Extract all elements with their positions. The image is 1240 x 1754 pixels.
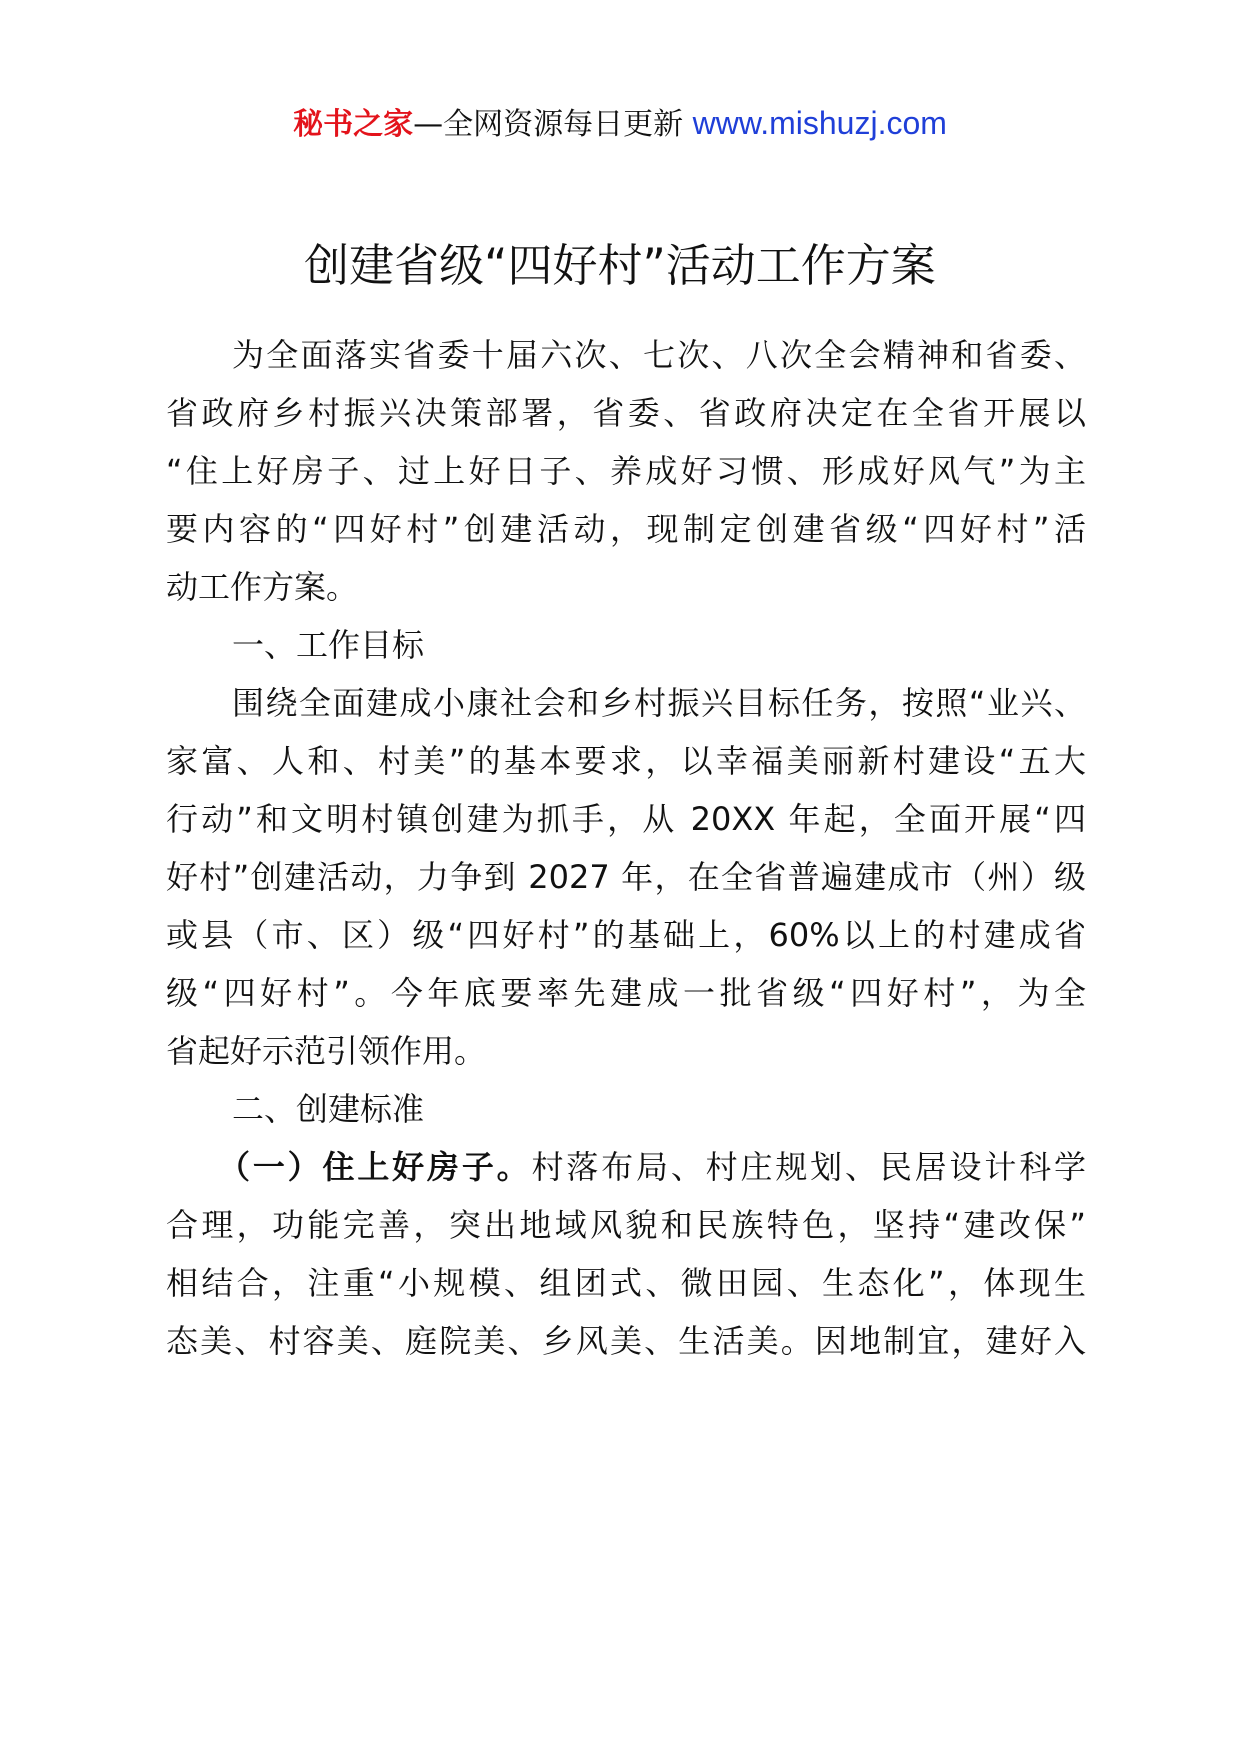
site-banner	[0, 103, 1240, 145]
body-line-text: 村落布局、村庄规划、民居设计科学	[531, 1148, 1086, 1186]
site-brand: 秘书之家	[293, 107, 414, 142]
body-line: 相结合，注重“小规模、组团式、微田园、生态化”，体现生	[166, 1264, 1086, 1302]
body-line: 为全面落实省委十届六次、七次、八次全会精神和省委、	[232, 336, 1086, 374]
body-line: 动工作方案。	[166, 568, 359, 606]
body-line: 省政府乡村振兴决策部署，省委、省政府决定在全省开展以	[166, 394, 1086, 432]
body-line: 合理，功能完善，突出地域风貌和民族特色，坚持“建改保”	[166, 1206, 1086, 1244]
subsection-heading: （一）住上好房子。	[218, 1148, 532, 1186]
body-line: 好村”创建活动，力争到 2027 年，在全省普遍建成市（州）级	[166, 858, 1086, 896]
body-line: 家富、人和、村美”的基本要求，以幸福美丽新村建设“五大	[166, 742, 1086, 780]
site-url-link[interactable]: www.mishuzj.com	[692, 105, 947, 141]
body-line: 省起好示范引领作用。	[166, 1032, 487, 1070]
body-line: “住上好房子、过上好日子、养成好习惯、形成好风气”为主	[166, 452, 1086, 490]
section-heading-goals: 一、工作目标	[232, 626, 425, 664]
section-heading-standards: 二、创建标准	[232, 1090, 425, 1128]
body-line: 级“四好村”。今年底要率先建成一批省级“四好村”，为全	[166, 974, 1086, 1012]
body-line: 围绕全面建成小康社会和乡村振兴目标任务，按照“业兴、	[232, 684, 1086, 722]
body-line: 或县（市、区）级“四好村”的基础上，60%以上的村建成省	[166, 916, 1086, 954]
body-line: 行动”和文明村镇创建为抓手，从 20XX 年起，全面开展“四	[166, 800, 1086, 838]
document-title: 创建省级“四好村”活动工作方案	[304, 239, 936, 292]
body-line: 要内容的“四好村”创建活动，现制定创建省级“四好村”活	[166, 510, 1086, 548]
body-line: 态美、村容美、庭院美、乡风美、生活美。因地制宜，建好入	[166, 1322, 1086, 1360]
body-line	[218, 1147, 1086, 1187]
site-tagline: —全网资源每日更新	[413, 107, 693, 142]
